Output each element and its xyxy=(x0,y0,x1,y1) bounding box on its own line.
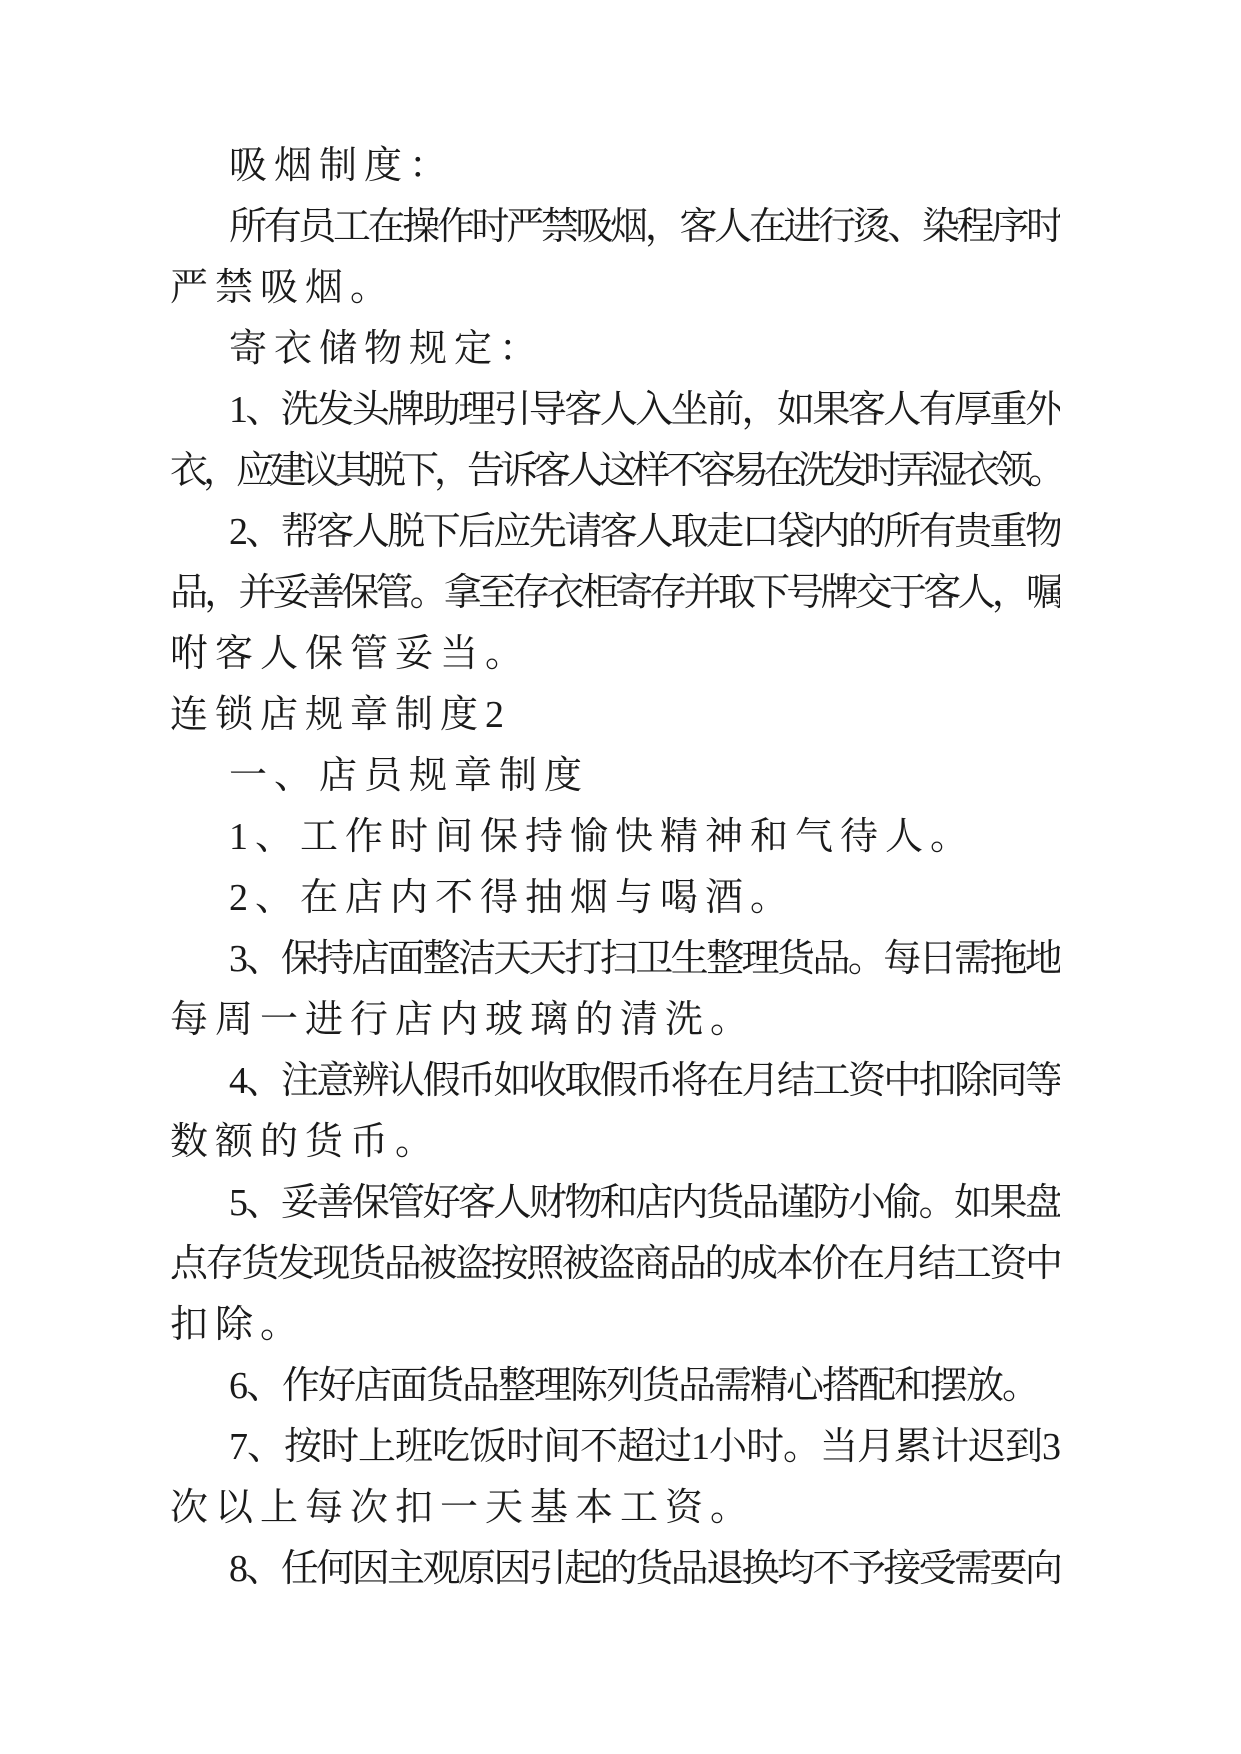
text-line: 扣除。 xyxy=(170,1304,306,1346)
text-line: 严禁吸烟。 xyxy=(170,267,396,309)
text-line: 1、工作时间保持愉快精神和气待人。 xyxy=(229,816,976,858)
section-title: 连锁店规章制度2 xyxy=(170,694,512,736)
text-line: 4、注意辨认假币如收取假币将在月结工资中扣除同等 xyxy=(229,1060,1060,1102)
text-line: 品，并妥善保管。拿至存衣柜寄存并取下号牌交于客人，嘱 xyxy=(170,572,1060,614)
text-line: 咐客人保管妥当。 xyxy=(170,633,531,675)
text-line: 衣，应建议其脱下，告诉客人这样不容易在洗发时弄湿衣领。 xyxy=(170,450,1060,492)
text-line: 7、按时上班吃饭时间不超过1小时。当月累计迟到3 xyxy=(229,1426,1060,1468)
text-line: 3、保持店面整洁天天打扫卫生整理货品。每日需拖地 xyxy=(229,938,1060,980)
text-line: 8、任何因主观原因引起的货品退换均不予接受需要向 xyxy=(229,1548,1060,1590)
text-line: 1、洗发头牌助理引导客人入坐前，如果客人有厚重外 xyxy=(229,389,1060,431)
text-line: 2、在店内不得抽烟与喝酒。 xyxy=(229,877,796,919)
text-line: 5、妥善保管好客人财物和店内货品谨防小偷。如果盘 xyxy=(229,1182,1060,1224)
text-line: 所有员工在操作时严禁吸烟，客人在进行烫、染程序时 xyxy=(229,206,1060,248)
subsection-heading: 一、店员规章制度 xyxy=(229,755,590,797)
document-body xyxy=(170,136,1060,1600)
text-line: 每周一进行店内玻璃的清洗。 xyxy=(170,999,756,1041)
text-line: 6、作好店面货品整理陈列货品需精心搭配和摆放。 xyxy=(229,1365,1039,1407)
text-line-smoking-heading: 吸烟制度： xyxy=(229,145,455,187)
text-line: 数额的货币。 xyxy=(170,1121,441,1163)
text-line: 点存货发现货品被盗按照被盗商品的成本价在月结工资中 xyxy=(170,1243,1060,1285)
text-line: 次以上每次扣一天基本工资。 xyxy=(170,1487,756,1529)
text-line-storage-heading: 寄衣储物规定： xyxy=(229,328,545,370)
text-line: 2、帮客人脱下后应先请客人取走口袋内的所有贵重物 xyxy=(229,511,1060,553)
